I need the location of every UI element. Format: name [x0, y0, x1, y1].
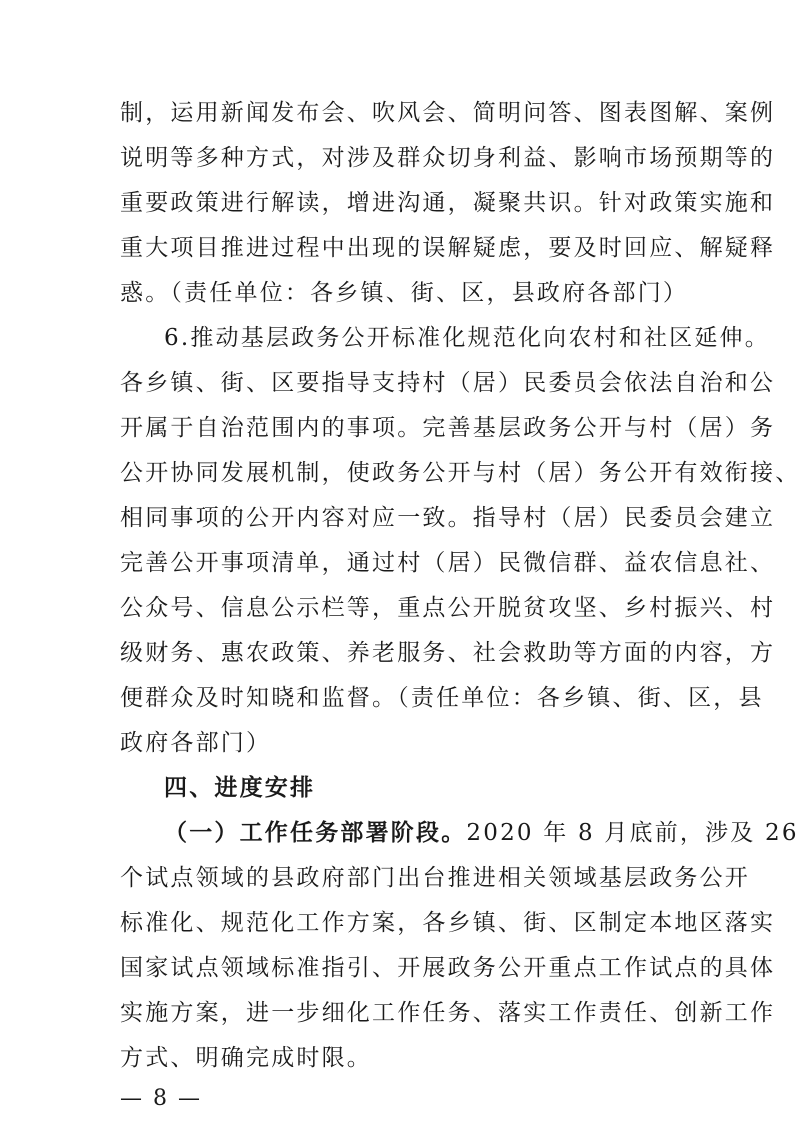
paragraph-line: 级财务、惠农政策、养老服务、社会救助等方面的内容，方	[120, 640, 776, 666]
paragraph-line: 重要政策进行解读，增进沟通，凝聚共识。针对政策实施和	[120, 190, 776, 216]
page-number: — 8 —	[120, 1086, 202, 1111]
stage1-title: （一）工作任务部署阶段。	[164, 820, 467, 846]
paragraph-line: 便群众及时知晓和监督。（责任单位：各乡镇、街、区，县	[120, 685, 764, 711]
paragraph-line: 重大项目推进过程中出现的误解疑虑，要及时回应、解疑释	[120, 235, 776, 261]
paragraph-line: 开属于自治范围内的事项。完善基层政务公开与村（居）务	[120, 415, 776, 441]
paragraph-line: 实施方案，进一步细化工作任务、落实工作责任、创新工作	[120, 1000, 776, 1026]
paragraph-line: 相同事项的公开内容对应一致。指导村（居）民委员会建立	[120, 505, 776, 531]
paragraph-line: 完善公开事项清单，通过村（居）民微信群、益农信息社、	[120, 550, 776, 576]
paragraph-line: 公开协同发展机制，使政务公开与村（居）务公开有效衔接、	[120, 460, 800, 486]
paragraph-line: 说明等多种方式，对涉及群众切身利益、影响市场预期等的	[120, 145, 776, 171]
stage1-first-line	[164, 818, 799, 848]
paragraph-line: 个试点领域的县政府部门出台推进相关领域基层政务公开	[120, 865, 750, 891]
item-6-heading-line: 6.推动基层政务公开标准化规范化向农村和社区延伸。	[164, 325, 770, 351]
paragraph-line: 国家试点领域标准指引、开展政务公开重点工作试点的具体	[120, 955, 776, 981]
stage1-first-line-text: 2020 年 8 月底前，涉及 26	[466, 820, 799, 846]
paragraph-line: 公众号、信息公示栏等，重点公开脱贫攻坚、乡村振兴、村	[120, 595, 776, 621]
paragraph-line: 惑。（责任单位：各乡镇、街、区，县政府各部门）	[120, 280, 689, 306]
paragraph-line: 政府各部门）	[120, 730, 272, 756]
paragraph-line: 制，运用新闻发布会、吹风会、简明问答、图表图解、案例	[120, 100, 776, 126]
paragraph-line: 方式、明确完成时限。	[120, 1045, 372, 1071]
section-heading: 四、进度安排	[164, 775, 316, 801]
paragraph-line: 各乡镇、街、区要指导支持村（居）民委员会依法自治和公	[120, 370, 776, 396]
paragraph-line: 标准化、规范化工作方案，各乡镇、街、区制定本地区落实	[120, 910, 776, 936]
